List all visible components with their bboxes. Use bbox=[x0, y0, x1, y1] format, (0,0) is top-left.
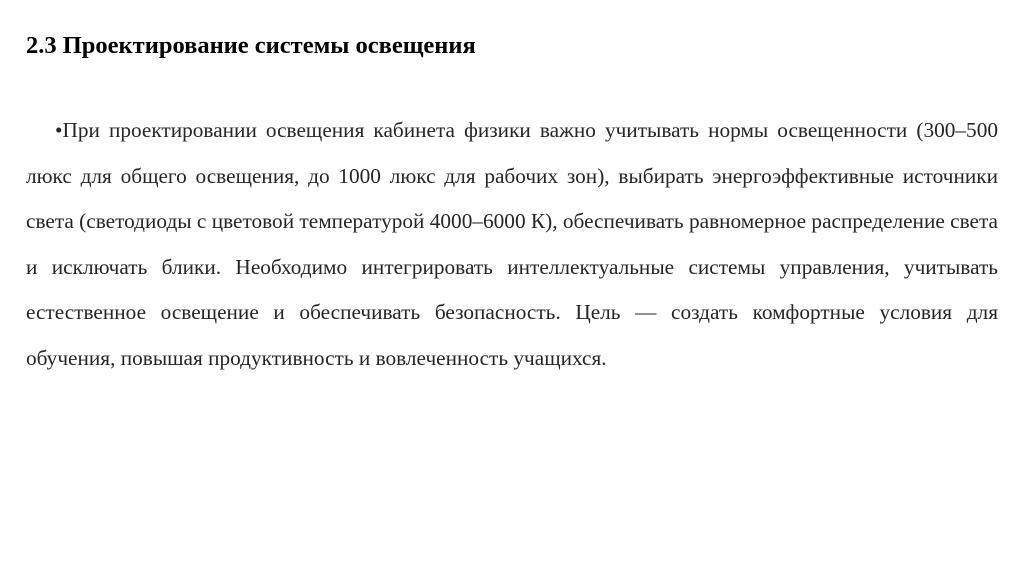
bullet-marker: • bbox=[55, 118, 63, 142]
paragraph-text: При проектировании освещения кабинета физики важно учитывать нормы освещенности (300–500 люкс для общего освещения, до 1000 люкс для рабочих зон), выбирать энергоэффективные источники света (светодиоды с цветовой температурой 4000–6000 К), обеспечивать равномерное распределение света и исключать блики. Необходимо интегрировать интеллектуальные системы управления, учитывать естественное освещение и обеспечивать безопасность. Цель — создать комфортные условия для обучения, повышая продуктивность и вовлеченность учащихся. bbox=[26, 118, 998, 370]
body-paragraph bbox=[26, 108, 998, 382]
slide-title: 2.3 Проектирование системы освещения bbox=[26, 32, 476, 59]
